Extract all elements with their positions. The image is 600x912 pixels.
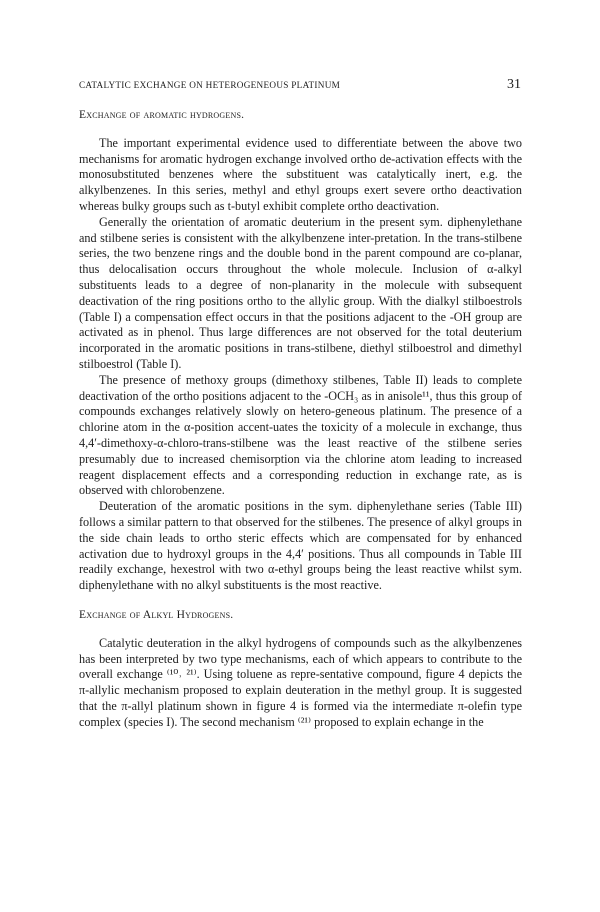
running-head [79,77,521,93]
running-title: CATALYTIC EXCHANGE ON HETEROGENEOUS PLATINUM [79,80,341,90]
paragraph: The presence of methoxy groups (dimethoxy stilbenes, Table II) leads to complete deactivation of the ortho positions adjacent to the -OCH₃ as in anisole¹¹, thus this group of compounds exchanges relatively slowly on hetero-geneous platinum. The presence of a chlorine atom in the α-position accent-uates the toxicity of a molecule in exchange, thus 4,4′-dimethoxy-α-chloro-trans-stilbene was the least reactive of the stilbene series presumably due to increased chemisorption via the chlorine atom leading to increased reagent displacement effects and a corresponding reduction in exchange rate, as is observed with chlorobenzene. [79,372,522,498]
paragraph: Generally the orientation of aromatic deuterium in the present sym. diphenylethane and stilbene series is consistent with the alkylbenzene inter-pretation. In the trans-stilbene series, the two benzene rings and the double bond in the parent compound are co-planar, thus delocalisation occurs throughout the whole molecule. Inclusion of α-alkyl substituents leads to a degree of non-planarity in the molecule with subsequent deactivation of the ring positions ortho to the allylic group. With the dialkyl stilboestrols (Table I) a compensation effect occurs in that the positions adjacent to the -OH group are activated as in phenol. Thus large differences are not observed for the total deuterium incorporated in the aromatic positions in trans-stilbene, diethyl stilboestrol and dimethyl stilboestrol (Table I). [79,214,522,371]
page-number: 31 [507,77,521,92]
body-text [79,108,522,730]
paragraph: The important experimental evidence used to differentiate between the above two mechanisms for aromatic hydrogen exchange involved ortho de-activation effects with the monosubstituted benzenes where the substituent was catalytically inert, e.g. the alkylbenzenes. In this series, methyl and ethyl groups exert severe ortho deactivation whereas bulky groups such as t-butyl exhibit complete ortho deactivation. [79,135,522,213]
section-heading-alkyl: Exchange of Alkyl Hydrogens. [79,608,234,621]
paragraph: Catalytic deuteration in the alkyl hydrogens of compounds such as the alkylbenzenes has been interpreted by two type mechanisms, each of which appears to contribute to the overall exchange ⁽¹⁰˒ ²¹⁾. Using toluene as repre-sentative compound, figure 4 depicts the π-allylic mechanism proposed to explain deuteration in the methyl group. It is suggested that the π-allyl platinum shown in figure 4 is formed via the intermediate π-olefin type complex (species I). The second mechanism ⁽²¹⁾ proposed to explain echange in the [79,635,522,729]
paragraph: Deuteration of the aromatic positions in the sym. diphenylethane series (Table III) follows a similar pattern to that observed for the stilbenes. The presence of alkyl groups in the side chain leads to ortho steric effects which are compensated for by enhanced activation due to hydroxyl groups in the 4,4′ positions. Thus all compounds in Table III readily exchange, hexestrol with two α-ethyl groups being the least reactive whilst sym. diphenylethane with no alkyl substituents is the most reactive. [79,499,522,593]
section-heading-aromatic: Exchange of aromatic hydrogens. [79,109,245,121]
